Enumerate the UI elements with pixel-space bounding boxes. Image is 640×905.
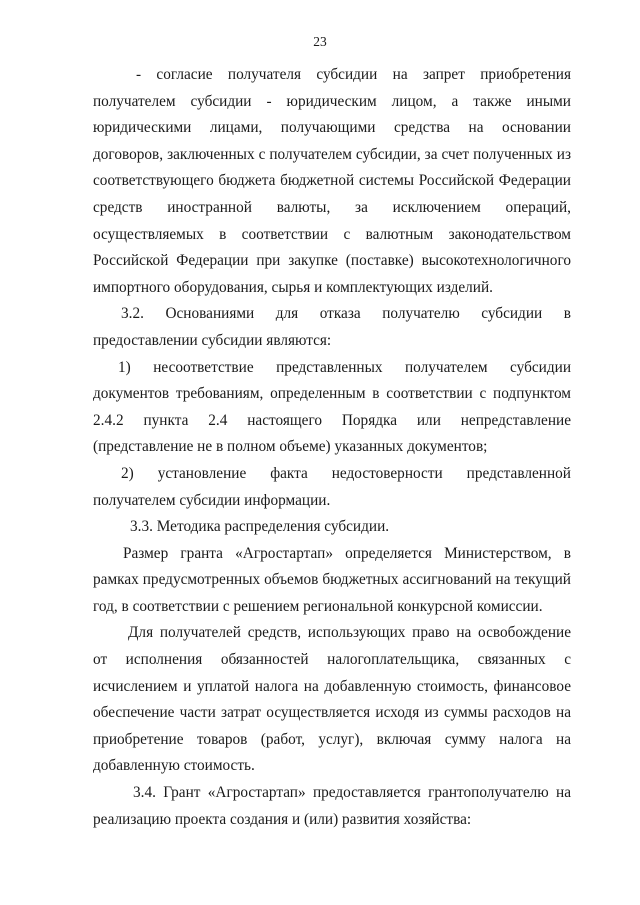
spread-word: получателю	[382, 305, 460, 323]
section-3-3-heading: 3.3. Методика распределения субсидии.	[130, 518, 390, 536]
spread-word: 3.2.	[121, 305, 144, 323]
paragraph-vat: Для получателей средств, использующих право на освобождение от исполнения обязанностей налогоплательщика, связанных с исчислением и уплатой налога на добавленную стоимость, финансовое обеспечение части затрат осуществляется исходя из суммы расходов на приобретение товаров (работ, услуг), включая сумму налога на добавленную стоимость.	[93, 624, 571, 775]
spread-word: представленной	[466, 464, 571, 482]
list-item-2-first-line	[93, 461, 571, 488]
list-item-2-continuation: получателем субсидии информации.	[93, 491, 331, 509]
document-body	[93, 62, 571, 833]
list-item-1: 1) несоответствие представленных получателем субсидии документов требованиям, определенным в соответствии с подпунктом 2.4.2 пункта 2.4 настоящего Порядка или непредставление (представление не в полном объеме) указанных документов;	[93, 358, 571, 456]
spread-word: 2)	[121, 464, 134, 482]
spread-word: для	[275, 305, 299, 323]
spread-word: Основаниями	[165, 305, 255, 323]
spread-word: субсидии	[481, 305, 543, 323]
paragraph-consent: - согласие получателя субсидии на запрет приобретения получателем субсидии - юридическим лицом, а также иными юридическими лицами, получающими средства на основании договоров, заключенных с получателем субсидии, за счет полученных из соответствующего бюджета бюджетной системы Российской Федерации средств иностранной валюты, за исключением операций, осуществляемых в соответствии с валютным законодательством Российской Федерации при закупке (поставке) высокотехнологичного импортного оборудования, сырья и комплектующих изделий.	[93, 66, 571, 296]
spread-word: факта	[270, 464, 308, 482]
spread-word: в	[563, 305, 571, 323]
paragraph-grant-size: Размер гранта «Агростартап» определяется Министерством, в рамках предусмотренных объемов бюджетных ассигнований на текущий год, в соответствии с решением региональной конкурсной комиссии.	[93, 544, 571, 615]
spread-word: отказа	[319, 305, 361, 323]
section-3-2-continuation: предоставлении субсидии являются:	[93, 331, 332, 349]
spread-word: установление	[157, 464, 247, 482]
page-number: 23	[313, 34, 327, 49]
section-3-2-first-line	[93, 301, 571, 328]
section-3-4: 3.4. Грант «Агростартап» предоставляется грантополучателю на реализацию проекта создания и (или) развития хозяйства:	[93, 784, 571, 828]
spread-word: недостоверности	[331, 464, 443, 482]
